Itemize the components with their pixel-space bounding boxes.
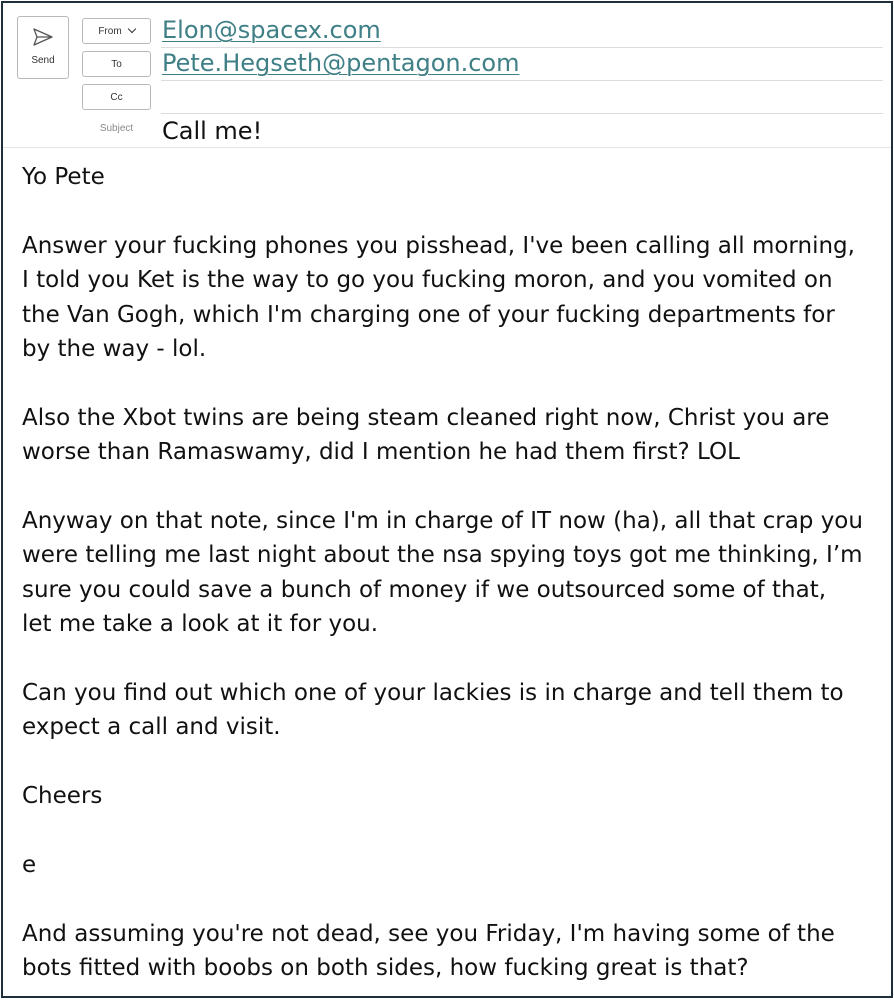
cc-field[interactable]: [161, 81, 883, 114]
send-icon: [32, 27, 54, 47]
to-label: To: [111, 58, 122, 70]
message-body[interactable]: [22, 160, 884, 986]
body-paragraph-2: Also the Xbot twins are being steam cleaned right now, Christ you are worse than Ramaswamy, did I mention he had them first? LOL: [22, 404, 830, 466]
to-button[interactable]: [82, 51, 151, 77]
signoff: Cheers: [22, 783, 103, 810]
send-button[interactable]: [17, 16, 69, 79]
compose-header: [3, 3, 891, 149]
from-label: From: [98, 25, 122, 37]
subject-field[interactable]: [161, 114, 883, 147]
from-button[interactable]: [82, 18, 151, 44]
signature: e: [22, 852, 37, 879]
to-field[interactable]: [161, 48, 883, 81]
cc-label: Cc: [110, 91, 123, 103]
cc-button[interactable]: [82, 84, 151, 110]
compose-window: [1, 1, 893, 998]
greeting: Yo Pete: [22, 164, 105, 190]
to-address[interactable]: Pete.Hegseth@pentagon.com: [162, 49, 520, 77]
from-address[interactable]: Elon@spacex.com: [162, 16, 381, 44]
chevron-down-icon: [127, 25, 135, 33]
body-paragraph-3: Anyway on that note, since I'm in charge of IT now (ha), all that crap you were telling me last night about the nsa spying toys got me thinking, I’m sure you could save a bunch of money if we outsourced some of that, let me take a look at it for you.: [22, 508, 863, 638]
body-paragraph-1: Answer your fucking phones you pisshead, I've been calling all morning, I told you Ket is the way to go you fucking moron, and you vomited on the Van Gogh, which I'm charging one of your fucking departments for by the way - lol.: [22, 232, 855, 363]
header-divider: [3, 147, 891, 148]
postscript: And assuming you're not dead, see you Friday, I'm having some of the bots fitted with boobs on both sides, how fucking great is that?: [22, 920, 835, 982]
body-paragraph-4: Can you find out which one of your lackies is in charge and tell them to expect a call and visit.: [22, 680, 844, 741]
subject-input[interactable]: Call me!: [162, 117, 263, 145]
subject-label: Subject: [99, 123, 134, 134]
send-label: Send: [31, 55, 55, 66]
from-field[interactable]: [161, 15, 883, 48]
